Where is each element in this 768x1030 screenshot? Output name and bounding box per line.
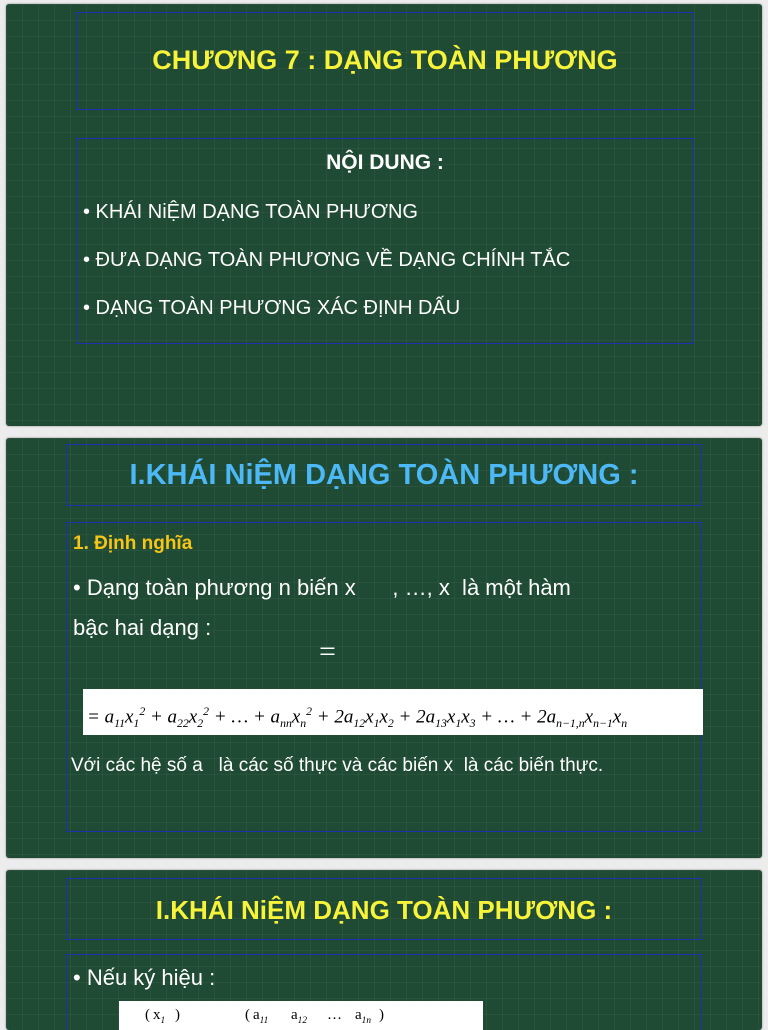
vector-entry-label: x (153, 1007, 161, 1023)
slide-3-content-box (66, 954, 702, 1030)
matrix-ellipsis: … (327, 1007, 342, 1023)
notation-line: • Nếu ký hiệu : (73, 965, 216, 990)
contents-item-2: • ĐƯA DẠNG TOÀN PHƯƠNG VỀ DẠNG CHÍNH TẮC (83, 249, 571, 271)
contents-item-1: • KHÁI NiỆM DẠNG TOÀN PHƯƠNG (83, 201, 418, 223)
matrix-bracket: ( (245, 1007, 250, 1023)
definition-line-2: bậc hai dạng : (73, 615, 212, 640)
matrix-bracket-close: ) (379, 1007, 384, 1023)
equals-sign: = (319, 635, 336, 668)
vector-bracket: ( (145, 1007, 150, 1023)
definition-heading: 1. Định nghĩa (73, 533, 193, 554)
matrix-entry-11-label: a (253, 1007, 260, 1023)
matrix-entry-12-sub: 12 (297, 1016, 307, 1026)
slide-2-title: I.KHÁI NiỆM DẠNG TOÀN PHƯƠNG : (129, 459, 639, 491)
contents-item-3: • DẠNG TOÀN PHƯƠNG XÁC ĐỊNH DẤU (83, 297, 461, 319)
matrix-formula (119, 1001, 483, 1030)
slide-1-contents-box (76, 138, 694, 344)
matrix-entry-11-sub: 11 (259, 1016, 269, 1026)
slide-2-title-box (66, 444, 702, 506)
slide-2 (6, 438, 762, 858)
coefficient-note: Với các hệ số a là các số thực và các biến x là các biến thực. (71, 755, 604, 776)
slide-3-title-box (66, 878, 702, 940)
vector-entry-sub: 1 (160, 1016, 166, 1026)
vector-entry (153, 1001, 165, 1030)
slide-3 (6, 870, 762, 1030)
matrix-entry-1n-sub: 1n (361, 1016, 371, 1026)
matrix-entry-12-label: a (291, 1007, 298, 1023)
definition-line-1: • Dạng toàn phương n biến x , …, x là một hàm (73, 575, 571, 600)
slide-1-title-box (76, 12, 694, 110)
matrix-entry-1n-label: a (355, 1007, 362, 1023)
matrix-entry-1n (355, 1001, 371, 1030)
slide-3-title: I.KHÁI NiỆM DẠNG TOÀN PHƯƠNG : (155, 895, 613, 925)
quadratic-form-formula: = $a_{11}x_1^2 + a_{22}x_2^2$ + … + $a_{nn}x_n^2 + 2a_{12}x_1x_2 + 2a_{13}x_1x_3$ + … + $2a_{n-1,n}x_{n-1}x_n$ (83, 689, 703, 735)
matrix-entry-11 (253, 1001, 268, 1030)
matrix-entry-12 (291, 1001, 307, 1030)
slide-2-content-box (66, 522, 702, 832)
vector-bracket-close: ) (175, 1007, 180, 1023)
slide-1 (6, 4, 762, 426)
slide-1-title: CHƯƠNG 7 : DẠNG TOÀN PHƯƠNG (152, 45, 618, 75)
contents-heading: NỘI DUNG : (326, 151, 444, 174)
